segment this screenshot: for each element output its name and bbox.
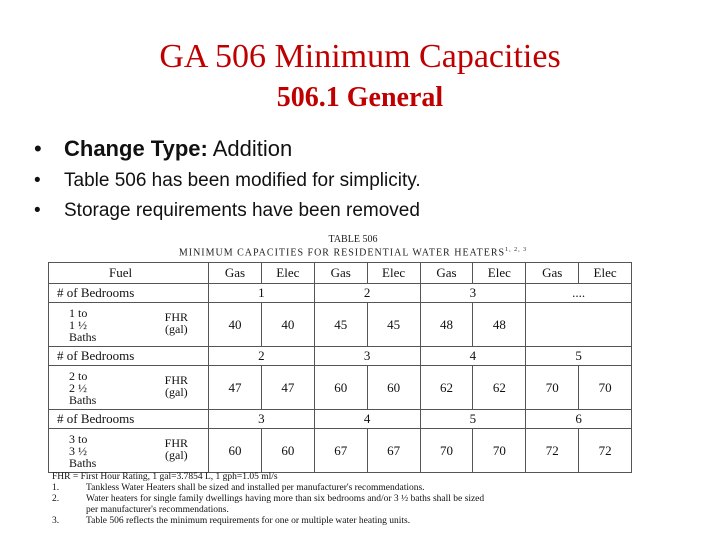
table-cell: 70 (579, 366, 632, 410)
table-cell: 60 (314, 366, 367, 410)
fhr-label: FHR (164, 435, 188, 450)
bullet-item (34, 136, 421, 162)
fhr-unit: (gal) (165, 384, 188, 399)
bedrooms-value: 2 (314, 284, 420, 303)
table-cell: 60 (261, 429, 314, 473)
footnote-text: Water heaters for single family dwellings having more than six bedrooms and/or 3 ½ baths shall be sized (86, 494, 485, 504)
col-header: Gas (420, 263, 473, 284)
bedrooms-value: 3 (209, 410, 315, 429)
baths-fhr-label (49, 429, 209, 473)
footnote-number: 2. (52, 494, 60, 504)
bedrooms-value: 4 (420, 347, 526, 366)
col-header: Gas (526, 263, 579, 284)
baths-range: 2 ½ (69, 380, 87, 395)
bullet-list (34, 136, 421, 230)
table-cell: 47 (209, 366, 262, 410)
baths-range: 3 to (69, 431, 88, 446)
table-header-row (49, 263, 632, 284)
bullet-item (34, 170, 421, 192)
bedrooms-row (49, 347, 632, 366)
baths-range: 3 ½ (69, 443, 87, 458)
table-cell: 48 (473, 303, 526, 347)
table-cell: 62 (420, 366, 473, 410)
table-cell: 72 (526, 429, 579, 473)
bullet-bold-label: Change Type: (64, 136, 208, 161)
baths-fhr-label (49, 366, 209, 410)
bedrooms-value: 5 (526, 347, 632, 366)
table-caption-title: MINIMUM CAPACITIES FOR RESIDENTIAL WATER HEATERS$^{1, 2, 3}$ (178, 247, 528, 259)
fhr-unit: (gal) (165, 321, 188, 336)
fhr-label: FHR (164, 372, 188, 387)
fhr-label: FHR (164, 309, 188, 324)
bullet-text: Addition (207, 136, 293, 161)
table-cell: 67 (314, 429, 367, 473)
fuel-header: Fuel (49, 263, 209, 284)
col-header: Elec (579, 263, 632, 284)
col-header: Elec (473, 263, 526, 284)
col-header: Elec (367, 263, 420, 284)
bullet-dot: • (34, 136, 42, 161)
slide-title: GA 506 Minimum Capacities (159, 38, 561, 75)
slide-subtitle: 506.1 General (276, 82, 444, 113)
bedrooms-value: 5 (420, 410, 526, 429)
bedrooms-value: 6 (526, 410, 632, 429)
col-header: Gas (314, 263, 367, 284)
bullet-text: Storage requirements have been removed (64, 200, 420, 221)
table-cell-empty (526, 303, 632, 347)
table-cell: 62 (473, 366, 526, 410)
bedrooms-value: 2 (209, 347, 315, 366)
baths-range: 1 to (69, 305, 88, 320)
bedrooms-value: 1 (209, 284, 315, 303)
fhr-row (49, 366, 632, 410)
table-cell: 60 (209, 429, 262, 473)
col-header: Elec (261, 263, 314, 284)
bedrooms-row (49, 410, 632, 429)
table-cell: 67 (367, 429, 420, 473)
fhr-row (49, 303, 632, 347)
table-cell: 60 (367, 366, 420, 410)
footnote-item (52, 483, 632, 493)
bedrooms-label: # of Bedrooms (49, 347, 209, 366)
bullet-text: Table 506 has been modified for simplicity. (64, 170, 421, 191)
baths-range: 1 ½ (69, 317, 87, 332)
table-cell: 70 (526, 366, 579, 410)
table-caption (118, 234, 588, 258)
table-cell: 40 (261, 303, 314, 347)
baths-fhr-label (49, 303, 209, 347)
capacities-table (48, 262, 632, 473)
fhr-definition: FHR = First Hour Rating, 1 gal=3.7854 L, 1 gph=1.05 ml/s (52, 472, 278, 482)
col-header: Gas (209, 263, 262, 284)
table-cell: 70 (420, 429, 473, 473)
bedrooms-value: 4 (314, 410, 420, 429)
footnote-number: 1. (52, 483, 60, 493)
table-cell: 45 (367, 303, 420, 347)
table-cell: 72 (579, 429, 632, 473)
baths-label: Baths (69, 455, 97, 470)
table-cell: 45 (314, 303, 367, 347)
baths-label: Baths (69, 329, 97, 344)
fhr-unit: (gal) (165, 447, 188, 462)
bedrooms-label: # of Bedrooms (49, 284, 209, 303)
footnote-text: Table 506 reflects the minimum requirements for one or multiple water heating units. (86, 516, 411, 526)
table-footnotes (52, 472, 632, 527)
baths-label: Baths (69, 392, 97, 407)
table-cell: 70 (473, 429, 526, 473)
footnote-continuation: per manufacturer's recommendations. (86, 505, 229, 515)
footnote-item (52, 516, 632, 526)
bullet-dot: • (34, 200, 41, 221)
bedrooms-row (49, 284, 632, 303)
bullet-item (34, 200, 421, 222)
caption-superscript: 1, 2, 3 (505, 247, 528, 253)
bedrooms-value: 3 (420, 284, 526, 303)
baths-range: 2 to (69, 368, 88, 383)
footnote-number: 3. (52, 516, 60, 526)
fhr-row (49, 429, 632, 473)
bullet-dot: • (34, 170, 41, 191)
table-cell: 47 (261, 366, 314, 410)
table-number: TABLE 506 (328, 234, 378, 245)
table-cell: 48 (420, 303, 473, 347)
footnote-item (52, 494, 632, 504)
bedrooms-label: # of Bedrooms (49, 410, 209, 429)
bedrooms-value: .... (526, 284, 632, 303)
table-cell: 40 (209, 303, 262, 347)
footnote-text: Tankless Water Heaters shall be sized and installed per manufacturer's recommendations. (86, 483, 425, 493)
bedrooms-value: 3 (314, 347, 420, 366)
